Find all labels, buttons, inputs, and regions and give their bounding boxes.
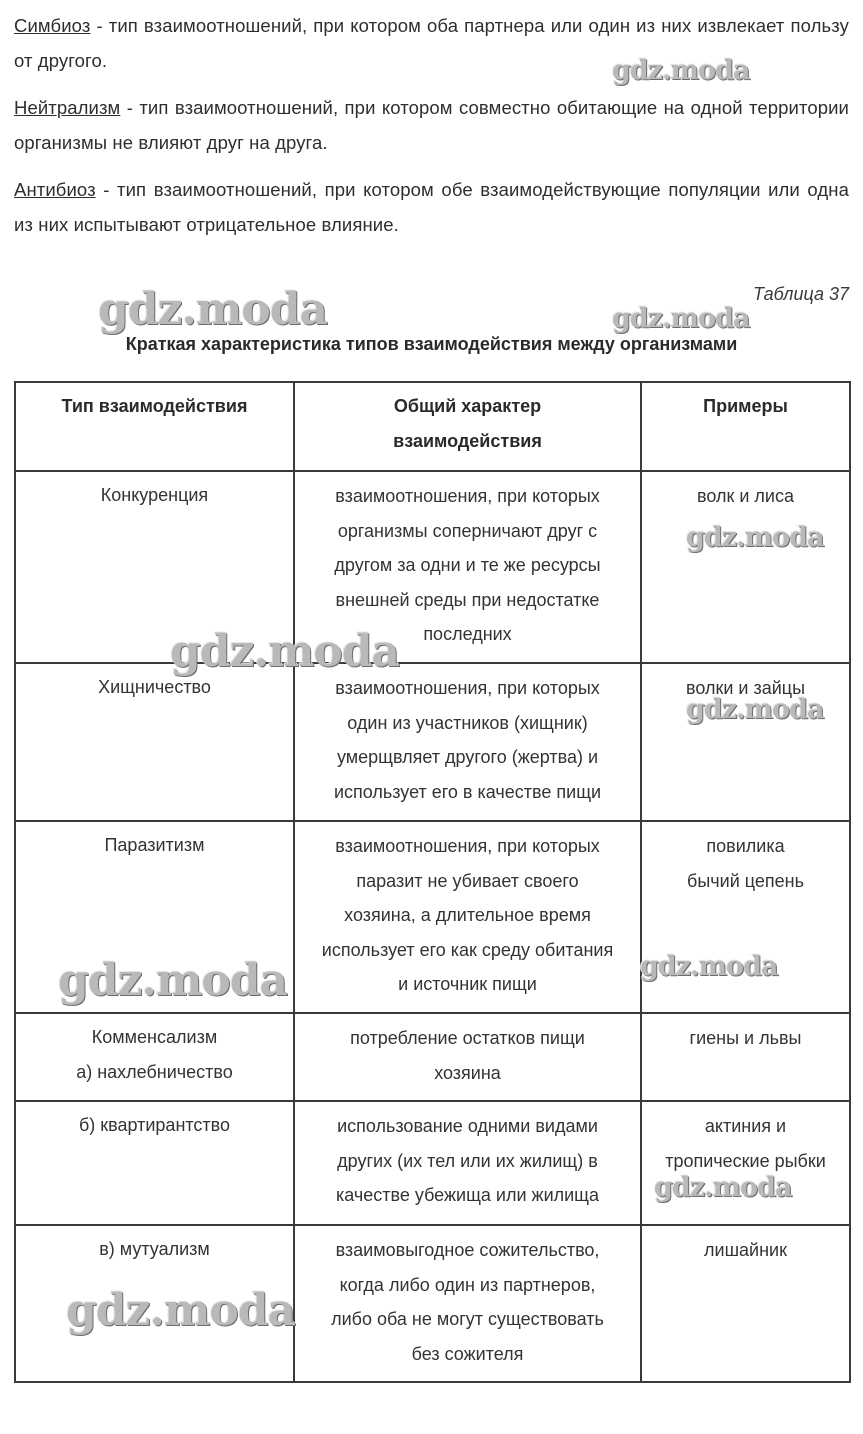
cell-type — [15, 471, 294, 663]
table-row — [15, 471, 850, 663]
cell-line: один из участников (хищник) — [347, 712, 588, 733]
cell-line: другом за одни и те же ресурсы — [334, 555, 601, 575]
cell-line: бычий цепень — [687, 870, 804, 891]
definition-text: - тип взаимоотношений, при котором оба партнера или один из них извлекает пользу от другого. — [14, 15, 849, 71]
cell-line: взаимоотношения, при которых — [335, 678, 600, 698]
definition-symbiosis — [14, 8, 849, 78]
cell-line: Комменсализм — [91, 1027, 218, 1047]
cell-line: паразит не убивает своего — [356, 870, 579, 891]
table-row — [15, 663, 850, 821]
cell-line: Хищничество — [98, 677, 211, 697]
cell-line: а) нахлебничество — [76, 1061, 233, 1082]
cell-line: в) мутуализм — [99, 1239, 210, 1259]
cell-line: б) квартирантство — [78, 1115, 231, 1135]
header-label: Общий характер — [393, 396, 542, 416]
cell-line: последних — [423, 624, 512, 644]
header-label: Примеры — [703, 396, 788, 416]
watermark: gdz.moda — [98, 284, 328, 335]
cell-line: гиены и львы — [689, 1028, 802, 1048]
cell-line: организмы соперничают друг с — [337, 520, 598, 541]
interactions-table — [14, 381, 851, 1383]
cell-line: взаимоотношения, при которых — [335, 836, 600, 856]
cell-line: качестве убежища или жилища — [335, 1185, 599, 1205]
table-header-row — [15, 382, 850, 471]
watermark: gdz.moda — [58, 955, 288, 1006]
cell-examples — [641, 663, 850, 821]
cell-line: актиния и — [704, 1116, 787, 1136]
term: Антибиоз — [14, 179, 96, 200]
cell-line: других (их тел или их жилищ) в — [337, 1150, 598, 1171]
cell-line: и источник пищи — [398, 974, 537, 994]
definition-antibiosis — [14, 172, 849, 242]
definitions — [14, 8, 849, 254]
cell-description — [294, 1225, 641, 1382]
table-caption: Таблица 37 — [752, 284, 849, 304]
header-type — [15, 382, 294, 471]
cell-examples — [641, 471, 850, 663]
table-row — [15, 821, 850, 1013]
definition-neutralism — [14, 90, 849, 160]
cell-line: взаимовыгодное сожительство, — [335, 1240, 600, 1260]
header-examples — [641, 382, 850, 471]
header-label: взаимодействия — [393, 430, 542, 451]
cell-type — [15, 821, 294, 1013]
cell-type — [15, 1225, 294, 1382]
cell-line: использование одними видами — [337, 1116, 598, 1136]
cell-line: использует его в качестве пищи — [333, 781, 602, 802]
table-row — [15, 1101, 850, 1225]
cell-line: хозяина, а длительное время — [344, 905, 591, 925]
cell-line: потребление остатков пищи — [350, 1028, 585, 1048]
cell-type — [15, 663, 294, 821]
cell-line: повилика — [706, 836, 785, 856]
watermark: gdz.moda — [612, 55, 750, 86]
watermark: gdz.moda — [654, 1172, 792, 1203]
term: Симбиоз — [14, 15, 91, 36]
cell-description — [294, 663, 641, 821]
cell-line: внешней среды при недостатке — [335, 589, 600, 610]
watermark: gdz.moda — [170, 626, 400, 677]
watermark: gdz.moda — [686, 522, 824, 553]
cell-line: взаимоотношения, при которых — [335, 486, 600, 506]
cell-examples — [641, 1225, 850, 1382]
watermark: gdz.moda — [686, 694, 824, 725]
cell-examples — [641, 1013, 850, 1101]
cell-line: волк и лиса — [697, 486, 794, 506]
watermark: gdz.moda — [640, 951, 778, 982]
cell-line: без сожителя — [411, 1343, 524, 1364]
header-description — [294, 382, 641, 471]
cell-description — [294, 821, 641, 1013]
definition-text: - тип взаимоотношений, при котором совместно обитающие на одной территории организмы не влияют друг на друга. — [14, 97, 849, 153]
cell-line: волки и зайцы — [685, 678, 806, 698]
cell-examples — [641, 821, 850, 1013]
cell-description — [294, 471, 641, 663]
cell-line: лишайник — [704, 1240, 787, 1260]
cell-description — [294, 1101, 641, 1225]
cell-line: когда либо один из партнеров, — [339, 1274, 596, 1295]
cell-line: Конкуренция — [100, 485, 209, 505]
cell-type — [15, 1101, 294, 1225]
table-title: Краткая характеристика типов взаимодействия между организмами — [125, 334, 738, 354]
table-row — [15, 1225, 850, 1382]
term: Нейтрализм — [14, 97, 121, 118]
cell-line: использует его как среду обитания — [321, 939, 614, 960]
header-label: Тип взаимодействия — [61, 396, 248, 416]
cell-type — [15, 1013, 294, 1101]
cell-line: Паразитизм — [104, 835, 205, 855]
definition-text: - тип взаимоотношений, при котором обе взаимодействующие популяции или одна из них испытывают отрицательное влияние. — [14, 179, 849, 235]
cell-line: хозяина — [434, 1062, 501, 1083]
cell-examples — [641, 1101, 850, 1225]
watermark: gdz.moda — [612, 303, 750, 334]
cell-line: умерщвляет другого (жертва) и — [336, 747, 599, 767]
cell-line: либо оба не могут существовать — [331, 1309, 604, 1329]
table-row — [15, 1013, 850, 1101]
cell-line: тропические рыбки — [665, 1150, 826, 1171]
watermark: gdz.moda — [66, 1285, 296, 1336]
cell-description — [294, 1013, 641, 1101]
